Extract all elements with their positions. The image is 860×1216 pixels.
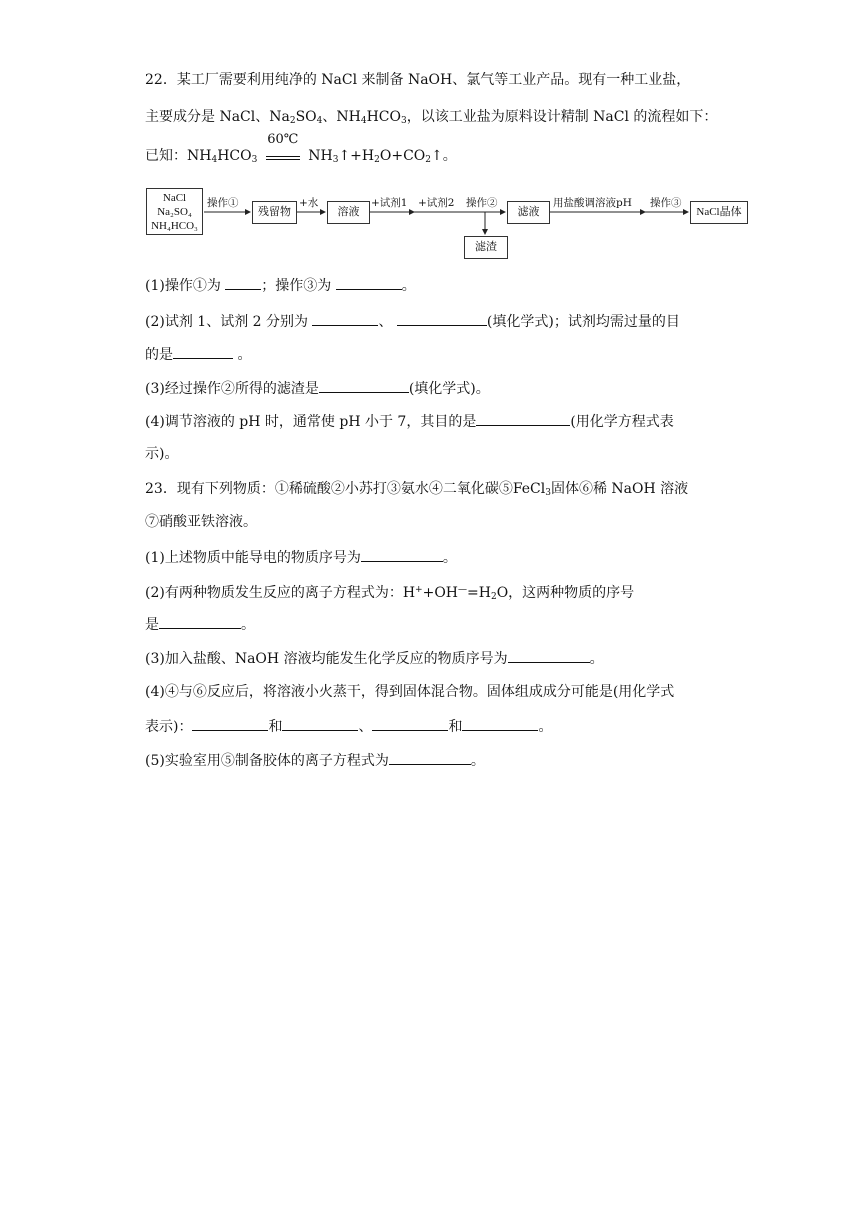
q22-line2-post: ，以该工业盐为原料设计精制 NaCl 的流程如下： xyxy=(406,109,718,125)
q22-part2-cont xyxy=(145,344,251,365)
q23-p2-c: =H xyxy=(467,585,491,601)
answer-blank[interactable] xyxy=(319,378,409,393)
q23-line2: ⑦硝酸亚铁溶液。 xyxy=(145,514,257,530)
q22-part4 xyxy=(145,411,674,432)
q23-part2 xyxy=(145,580,634,607)
label-reagent2: +试剂2 xyxy=(418,197,455,209)
q22-line2-pre: 主要成分是 NaCl、Na xyxy=(145,109,290,125)
q23-p2-d: O，这两种物质的序号 xyxy=(496,585,635,601)
answer-blank[interactable] xyxy=(192,716,268,731)
q23-p2-b: +OH xyxy=(422,585,459,601)
q23-p1-b: 。 xyxy=(442,550,457,566)
p2-b: 、 xyxy=(378,314,397,330)
condition-temperature: 60℃ xyxy=(267,132,299,147)
label-op1: 操作① xyxy=(207,197,239,209)
solution-box: 溶液 xyxy=(327,201,370,224)
known-b: NH xyxy=(308,148,333,164)
sub-2: 2 xyxy=(490,592,497,602)
known-d: O+CO xyxy=(379,148,426,164)
answer-blank[interactable] xyxy=(312,311,378,326)
filtrate-box: 滤液 xyxy=(507,201,550,224)
start-line-2: Na₂SO₄ xyxy=(157,206,192,218)
answer-blank[interactable] xyxy=(361,547,443,562)
reaction-condition xyxy=(266,132,300,160)
answer-blank[interactable] xyxy=(462,716,538,731)
sub-2: 2 xyxy=(374,155,380,165)
q23-part3 xyxy=(145,648,604,669)
residue-box: 残留物 xyxy=(252,201,297,224)
label-adjust-ph: 用盐酸调溶液pH xyxy=(553,197,632,209)
q23-p4-f: 。 xyxy=(538,719,553,735)
q22-part3 xyxy=(145,378,490,399)
answer-blank[interactable] xyxy=(159,614,241,629)
q23-p3-a: (3)加入盐酸、NaOH 溶液均能发生化学反应的物质序号为 xyxy=(145,651,508,667)
known-a: HCO xyxy=(217,148,252,164)
answer-blank[interactable] xyxy=(389,750,471,765)
p3-b: (填化学式)。 xyxy=(408,381,490,397)
q23-part4-cont xyxy=(145,716,552,737)
filter-residue-box: 滤渣 xyxy=(464,236,508,259)
q22-line2-mid: SO xyxy=(295,109,317,125)
q22-part2 xyxy=(145,311,680,332)
product-box: NaCl晶体 xyxy=(690,201,748,224)
start-line-1: NaCl xyxy=(162,192,187,204)
sub-4: 4 xyxy=(360,116,367,126)
answer-blank[interactable] xyxy=(225,275,261,290)
q23-part5 xyxy=(145,750,485,771)
sub-3: 3 xyxy=(545,488,551,498)
label-add-water: +水 xyxy=(299,197,319,209)
known-e: ↑。 xyxy=(431,148,457,164)
p3-a: (3)经过操作②所得的滤渣是 xyxy=(145,381,319,397)
p4-b: (用化学方程式表 xyxy=(570,414,674,430)
label-op3: 操作③ xyxy=(650,197,682,209)
sub-2: 2 xyxy=(425,155,431,165)
p2-a: (2)试剂 1、试剂 2 分别为 xyxy=(145,314,313,330)
flow-diagram xyxy=(0,0,860,270)
q23-part4: (4)④与⑥反应后，将溶液小火蒸干，得到固体混合物。固体组成成分可能是(用化学式 xyxy=(145,684,675,700)
sub-4: 4 xyxy=(316,116,323,126)
p2-d: 的是 xyxy=(145,347,173,363)
p1-c: 。 xyxy=(401,278,416,294)
label-op2: 操作② xyxy=(466,197,498,209)
known-c: ↑+H xyxy=(338,148,375,164)
q22-line2-mid3: HCO xyxy=(366,109,401,125)
sub-4: 4 xyxy=(211,155,218,165)
q22-line2-mid2: 、NH xyxy=(322,109,361,125)
answer-blank[interactable] xyxy=(282,716,358,731)
q23-line1-b: 固体⑥稀 NaOH 溶液 xyxy=(550,481,689,497)
q23-p4-e: 和 xyxy=(448,719,463,735)
q22-part4-cont: 示)。 xyxy=(145,446,179,462)
q23-line1 xyxy=(145,479,688,503)
answer-blank[interactable] xyxy=(372,716,448,731)
start-line-3: NH₄HCO₃ xyxy=(151,220,198,232)
q23-p4-d: 、 xyxy=(358,719,373,735)
flow-arrows xyxy=(0,0,860,270)
q23-p4-b: 表示)： xyxy=(145,719,193,735)
q22-line1: 22．某工厂需要利用纯净的 NaCl 来制备 NaOH、氯气等工业产品。现有一种工业盐， xyxy=(145,72,691,88)
label-reagent1: +试剂1 xyxy=(371,197,408,209)
answer-blank[interactable] xyxy=(508,648,590,663)
q23-p3-b: 。 xyxy=(589,651,604,667)
q22-known xyxy=(145,132,457,170)
answer-blank[interactable] xyxy=(336,275,402,290)
sup-minus: — xyxy=(458,585,468,595)
known-pre: 已知：NH xyxy=(145,148,212,164)
answer-blank[interactable] xyxy=(397,311,487,326)
sub-3: 3 xyxy=(251,155,258,165)
q23-p5-b: 。 xyxy=(470,753,485,769)
q23-p2-f: 。 xyxy=(241,617,255,633)
q23-p5-a: (5)实验室用⑤制备胶体的离子方程式为 xyxy=(145,753,389,769)
answer-blank[interactable] xyxy=(476,411,570,426)
sup-plus: + xyxy=(415,585,423,595)
q23-p1-a: (1)上述物质中能导电的物质序号为 xyxy=(145,550,361,566)
sub-3: 3 xyxy=(401,116,407,126)
q22-part1 xyxy=(145,275,416,296)
double-line-equals xyxy=(266,156,300,160)
q22-line2 xyxy=(145,107,717,131)
p4-a: (4)调节溶液的 pH 时，通常使 pH 小于 7，其目的是 xyxy=(145,414,477,430)
answer-blank[interactable] xyxy=(173,344,233,359)
p1-b: ；操作③为 xyxy=(261,278,336,294)
p2-e: 。 xyxy=(233,347,252,363)
q23-p2-e: 是 xyxy=(145,617,159,633)
sub-3: 3 xyxy=(332,155,339,165)
p1-a: (1)操作①为 xyxy=(145,278,226,294)
q23-part2-cont xyxy=(145,614,255,635)
q23-part1 xyxy=(145,547,457,568)
start-material-box xyxy=(146,188,203,235)
sub-2: 2 xyxy=(289,116,296,126)
q23-p2-a: (2)有两种物质发生反应的离子方程式为：H xyxy=(145,585,416,601)
q23-line1-a: 23．现有下列物质：①稀硫酸②小苏打③氨水④二氧化碳⑤FeCl xyxy=(145,481,546,497)
q23-p4-c: 和 xyxy=(268,719,283,735)
p2-c: (填化学式)；试剂均需过量的目 xyxy=(486,314,680,330)
